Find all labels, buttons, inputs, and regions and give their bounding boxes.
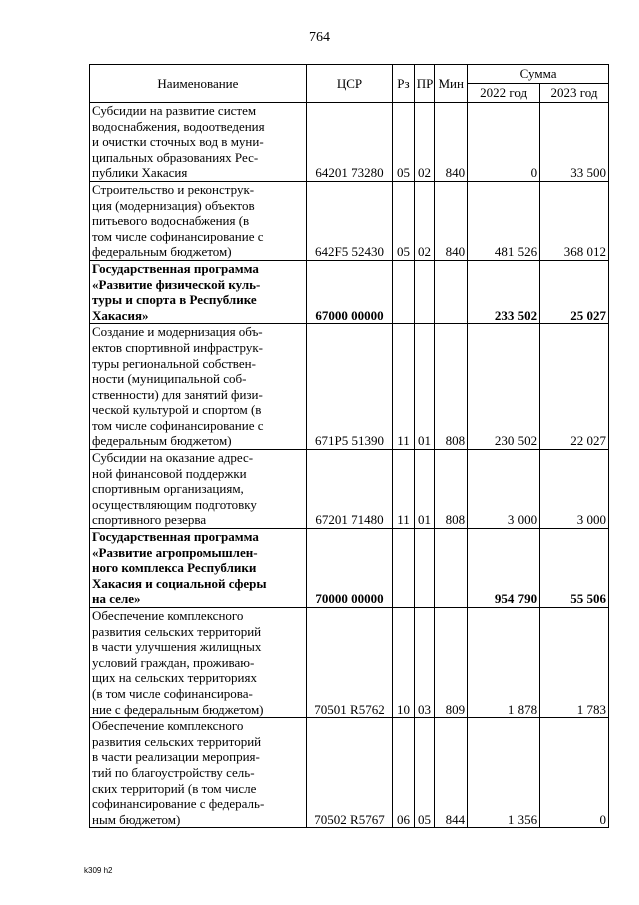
row-name (90, 260, 307, 323)
name-line: Субсидии на развитие систем (92, 103, 257, 118)
name-line: ной финансовой поддержки (92, 465, 247, 481)
name-line: том числе софинансирование с (92, 228, 264, 244)
name-line: туры региональной собствен- (92, 355, 256, 371)
row-rz: 06 (393, 718, 415, 828)
row-2022: 481 526 (468, 181, 540, 260)
name-line: в части улучшения жилищных (92, 639, 262, 655)
name-line: софинансирование с федераль- (92, 796, 265, 812)
row-name (90, 181, 307, 260)
name-line: Создание и модернизация объ- (92, 324, 263, 340)
table-row (90, 450, 609, 529)
table-row (90, 103, 609, 182)
name-line: спортивного резерва (92, 512, 207, 528)
row-2023: 0 (540, 718, 609, 828)
table-row (90, 608, 609, 718)
name-line: ние с федеральным бюджетом) (92, 701, 264, 717)
name-line: ственности) для занятий физи- (92, 386, 263, 402)
name-line: щих на сельских территориях (92, 670, 257, 686)
row-2022: 954 790 (468, 529, 540, 608)
header-2023: 2023 год (540, 84, 609, 103)
row-2022: 233 502 (468, 260, 540, 323)
row-rz: 11 (393, 324, 415, 450)
name-line: «Развитие агропромышлен- (92, 544, 258, 560)
header-2022: 2022 год (468, 84, 540, 103)
name-line: (в том числе софинансирова- (92, 685, 253, 701)
name-line: тий по благоустройству сель- (92, 764, 255, 780)
row-rz: 05 (393, 103, 415, 182)
row-pr (414, 260, 435, 323)
row-csr: 70000 00000 (306, 529, 392, 608)
name-line: ным бюджетом) (92, 811, 181, 827)
name-line: условий граждан, проживаю- (92, 654, 255, 670)
row-name (90, 718, 307, 828)
row-2022: 0 (468, 103, 540, 182)
name-line: развития сельских территорий (92, 623, 262, 639)
row-pr: 05 (414, 718, 435, 828)
table-header-row (90, 65, 609, 84)
row-min: 809 (435, 608, 468, 718)
row-pr (414, 529, 435, 608)
row-csr: 70501 R5762 (306, 608, 392, 718)
budget-table (89, 64, 609, 828)
name-line: Государственная программа (92, 260, 259, 276)
name-line: водоснабжения, водоотведения (92, 118, 265, 134)
row-min: 808 (435, 324, 468, 450)
name-line: в части реализации мероприя- (92, 749, 260, 765)
row-min: 840 (435, 181, 468, 260)
row-csr: 67000 00000 (306, 260, 392, 323)
name-line: развития сельских территорий (92, 733, 262, 749)
row-csr: 671P5 51390 (306, 324, 392, 450)
row-pr: 03 (414, 608, 435, 718)
row-pr: 01 (414, 324, 435, 450)
row-2023: 22 027 (540, 324, 609, 450)
row-pr: 02 (414, 181, 435, 260)
name-line: ция (модернизация) объектов (92, 197, 255, 213)
row-min (435, 529, 468, 608)
row-min: 840 (435, 103, 468, 182)
name-line: федеральным бюджетом) (92, 244, 232, 260)
header-min: Мин (435, 65, 468, 103)
name-line: Обеспечение комплексного (92, 608, 244, 623)
row-2023: 55 506 (540, 529, 609, 608)
name-line: публики Хакасия (92, 165, 188, 181)
row-2022: 1 878 (468, 608, 540, 718)
header-sum: Сумма (468, 65, 609, 84)
row-min (435, 260, 468, 323)
table-row (90, 718, 609, 828)
name-line: Государственная программа (92, 529, 259, 545)
name-line: ских территорий (в том числе (92, 780, 257, 796)
name-line: и очистки сточных вод в муни- (92, 134, 264, 150)
row-2023: 1 783 (540, 608, 609, 718)
header-rz: Рз (393, 65, 415, 103)
row-2022: 3 000 (468, 450, 540, 529)
table-row (90, 529, 609, 608)
row-rz: 10 (393, 608, 415, 718)
name-line: ципальных образованиях Рес- (92, 149, 259, 165)
row-2023: 33 500 (540, 103, 609, 182)
row-name (90, 529, 307, 608)
row-2023: 3 000 (540, 450, 609, 529)
name-line: осуществляющим подготовку (92, 496, 257, 512)
name-line: «Развитие физической куль- (92, 276, 261, 292)
row-min: 808 (435, 450, 468, 529)
name-line: ности (муниципальной соб- (92, 371, 247, 387)
name-line: ектов спортивной инфраструк- (92, 339, 263, 355)
row-rz (393, 260, 415, 323)
name-line: на селе» (92, 591, 141, 607)
name-line: Хакасия» (92, 307, 149, 323)
row-name (90, 608, 307, 718)
row-csr: 67201 71480 (306, 450, 392, 529)
row-2023: 368 012 (540, 181, 609, 260)
table-row (90, 181, 609, 260)
row-2022: 230 502 (468, 324, 540, 450)
header-name: Наименование (90, 65, 307, 103)
row-csr: 642F5 52430 (306, 181, 392, 260)
name-line: ного комплекса Республики (92, 560, 257, 576)
name-line: Строительство и реконструк- (92, 181, 255, 197)
row-pr: 01 (414, 450, 435, 529)
name-line: Субсидии на оказание адрес- (92, 450, 254, 466)
row-csr: 70502 R5767 (306, 718, 392, 828)
row-csr: 64201 73280 (306, 103, 392, 182)
row-2022: 1 356 (468, 718, 540, 828)
page-number: 764 (309, 30, 330, 45)
row-name (90, 103, 307, 182)
document-code: k309 h2 (84, 866, 113, 875)
name-line: федеральным бюджетом) (92, 433, 232, 449)
row-name (90, 450, 307, 529)
row-name (90, 324, 307, 450)
name-line: ческой культурой и спортом (в (92, 402, 262, 418)
table-row (90, 260, 609, 323)
name-line: Хакасия и социальной сферы (92, 575, 267, 591)
name-line: Обеспечение комплексного (92, 718, 244, 734)
header-pr: ПР (414, 65, 435, 103)
name-line: том числе софинансирование с (92, 417, 264, 433)
table-row (90, 324, 609, 450)
header-csr: ЦСР (306, 65, 392, 103)
row-pr: 02 (414, 103, 435, 182)
row-rz (393, 529, 415, 608)
name-line: спортивным организациям, (92, 481, 244, 497)
row-rz: 11 (393, 450, 415, 529)
row-2023: 25 027 (540, 260, 609, 323)
row-min: 844 (435, 718, 468, 828)
name-line: питьевого водоснабжения (в (92, 213, 250, 229)
name-line: туры и спорта в Республике (92, 292, 257, 308)
row-rz: 05 (393, 181, 415, 260)
